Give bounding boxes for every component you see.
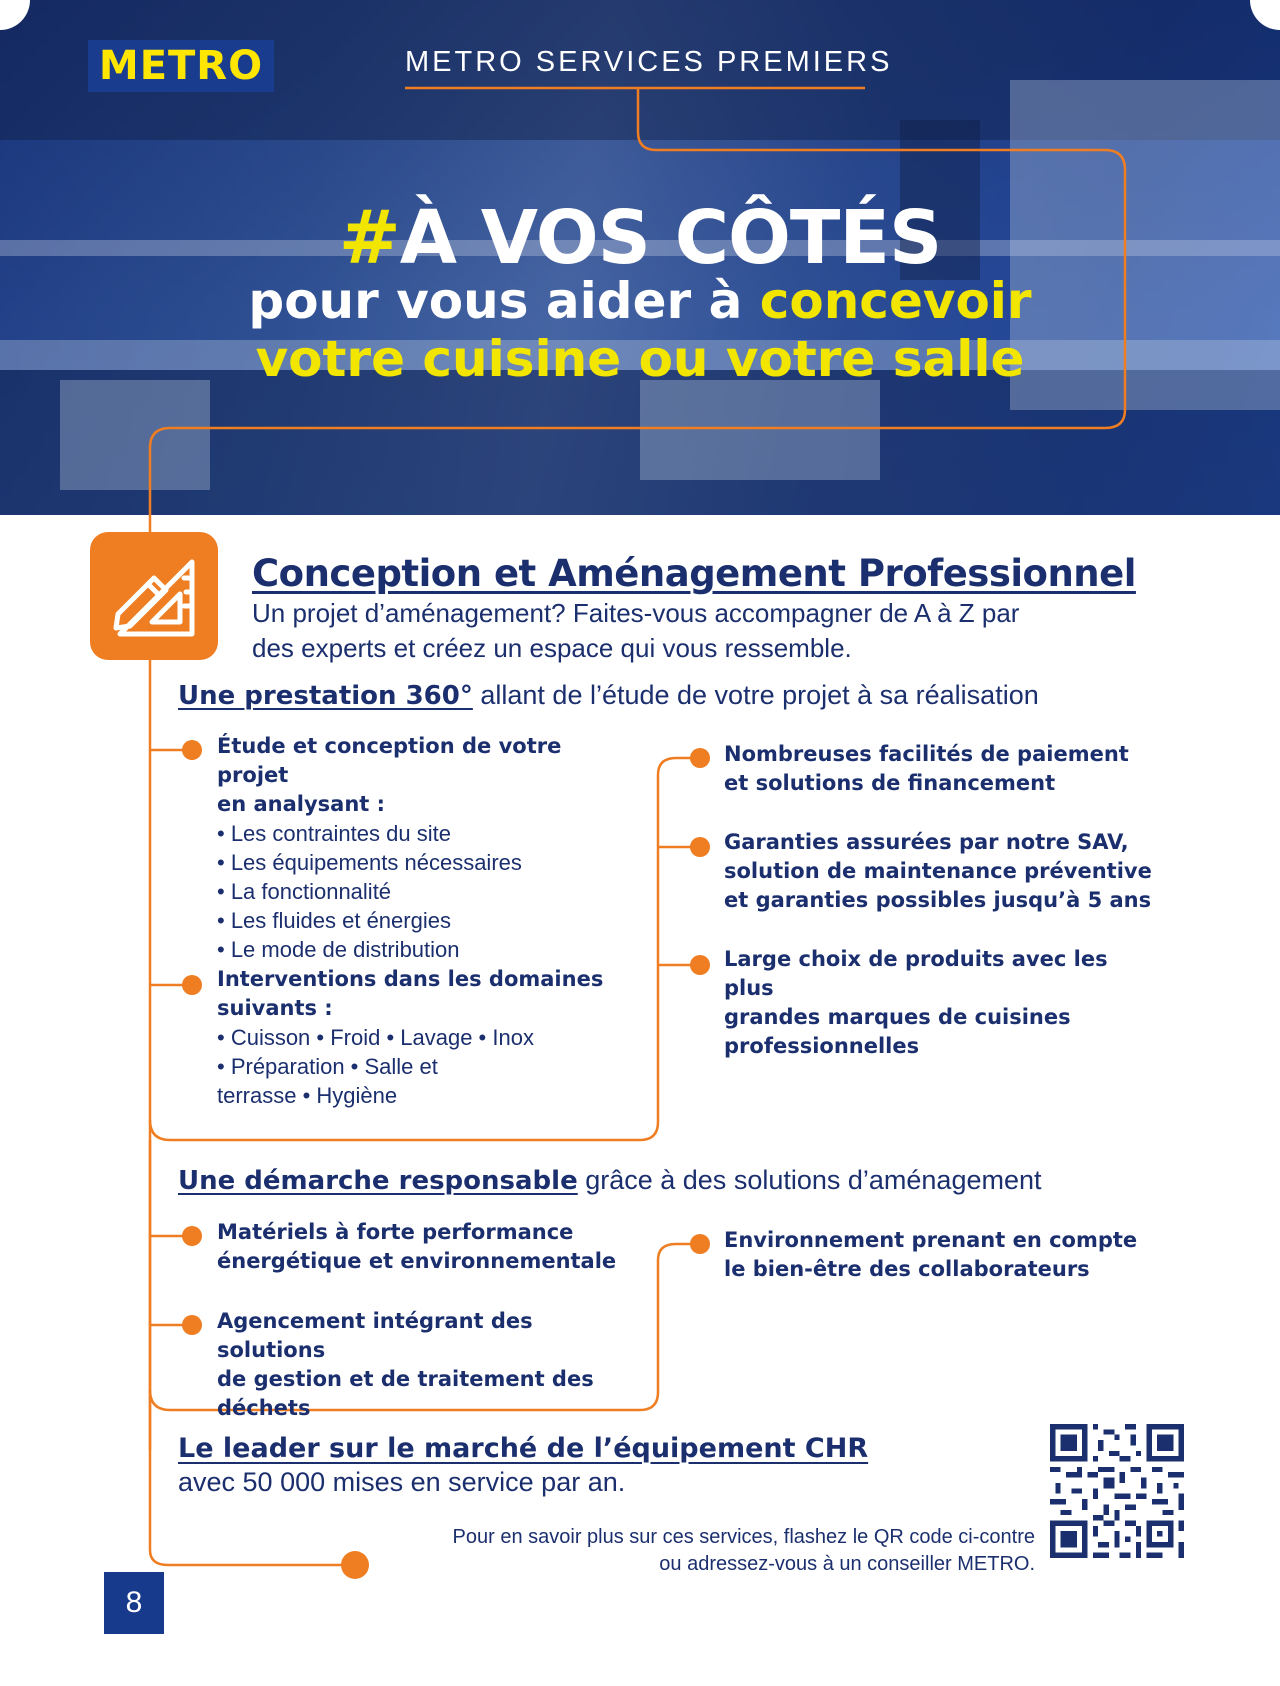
responsable-item-environnement [724, 1226, 1154, 1284]
item-lead: Interventions dans les domaines [217, 967, 604, 991]
list-item: • Les fluides et énergies [217, 908, 451, 933]
bullet-dot [182, 1315, 202, 1335]
section-intro-line-2: des experts et créez un espace qui vous ressemble. [252, 633, 852, 663]
hero-hashtag [0, 195, 1280, 281]
cta-line-1: Pour en savoir plus sur ces services, flashez le QR code ci-contre [452, 1526, 1035, 1548]
hero-line-1-yellow: concevoir [759, 272, 1032, 330]
item-lead: Étude et conception de votre projet [217, 734, 562, 787]
metro-logo [88, 40, 274, 92]
bullet-dot [182, 1226, 202, 1246]
bullet-list [217, 819, 637, 964]
hero-line-1-white: pour vous aider à [248, 272, 760, 330]
bullet-dot [182, 740, 202, 760]
qr-code-graphic [1050, 1424, 1184, 1558]
item-lead: Matériels à forte performance [217, 1220, 574, 1244]
set-square-pencil-icon-graphic [106, 548, 202, 644]
item-lead: et solutions de financement [724, 771, 1056, 795]
item-lead: grandes marques de cuisines [724, 1005, 1071, 1029]
cta-line-2: ou adressez-vous à un conseiller METRO. [659, 1553, 1035, 1575]
list-item: • Les équipements nécessaires [217, 850, 522, 875]
item-lead: déchets [217, 1396, 311, 1420]
item-lead: et garanties possibles jusqu’à 5 ans [724, 888, 1152, 912]
end-dot [341, 1551, 369, 1579]
bullet-dot [690, 837, 710, 857]
responsable-item-agencement [217, 1307, 637, 1423]
item-lead: Nombreuses facilités de paiement [724, 742, 1129, 766]
section-intro-line-1: Un projet d’aménagement? Faites-vous accompagner de A à Z par [252, 598, 1020, 628]
item-lead: de gestion et de traitement des [217, 1367, 594, 1391]
prestation-item-etude [217, 732, 637, 964]
item-lead: énergétique et environnementale [217, 1249, 617, 1273]
hashtag-text: À VOS CÔTÉS [399, 195, 942, 281]
item-lead: Large choix de produits avec les plus [724, 947, 1108, 1000]
item-lead: professionnelles [724, 1034, 920, 1058]
list-item: • La fonctionnalité [217, 879, 392, 904]
list-item: • Le mode de distribution [217, 937, 460, 962]
prestation-heading-underlined: Une prestation 360° [178, 681, 473, 711]
services-title: METRO SERVICES PREMIERS [405, 46, 893, 78]
qr-call-to-action [400, 1524, 1035, 1578]
section-intro [252, 596, 1152, 666]
prestation-heading [178, 680, 1039, 711]
prestation-item-interventions [217, 965, 637, 1110]
item-lead: Garanties assurées par notre SAV, [724, 830, 1129, 854]
bullet-dot [690, 748, 710, 768]
item-lead: en analysant : [217, 792, 386, 816]
item-lead: solution de maintenance préventive [724, 859, 1152, 883]
prestation-item-garanties [724, 828, 1154, 915]
prestation-item-produits [724, 945, 1154, 1061]
responsable-heading-underlined: Une démarche responsable [178, 1166, 578, 1196]
list-item: • Les contraintes du site [217, 821, 451, 846]
responsable-item-materiels [217, 1218, 637, 1276]
prestation-item-paiement [724, 740, 1154, 798]
section-title: Conception et Aménagement Professionnel [252, 552, 1136, 595]
bullet-dot [690, 955, 710, 975]
hero-line-2: votre cuisine ou votre salle [255, 330, 1025, 388]
bullet-dot [182, 975, 202, 995]
hashtag-symbol: # [338, 195, 400, 281]
item-lead: Agencement intégrant des solutions [217, 1309, 533, 1362]
responsable-heading-rest: grâce à des solutions d’aménagement [577, 1165, 1042, 1195]
qr-code-icon[interactable] [1050, 1424, 1184, 1558]
item-lead: suivants : [217, 996, 333, 1020]
prestation-heading-rest: allant de l’étude de votre projet à sa réalisation [472, 680, 1039, 710]
item-sub: • Cuisson • Froid • Lavage • Inox [217, 1025, 534, 1050]
bullet-dot [690, 1234, 710, 1254]
leader-title: Le leader sur le marché de l’équipement CHR [178, 1433, 869, 1464]
page-number: 8 [104, 1572, 164, 1634]
logo-text: METRO [98, 43, 264, 89]
hero-line-1 [0, 272, 1280, 330]
item-lead: le bien-être des collaborateurs [724, 1257, 1090, 1281]
leader-subtitle: avec 50 000 mises en service par an. [178, 1467, 626, 1497]
item-sub: terrasse • Hygiène [217, 1083, 398, 1108]
hero-banner [0, 0, 1280, 515]
item-lead: Environnement prenant en compte [724, 1228, 1138, 1252]
item-sub: • Préparation • Salle et [217, 1054, 438, 1079]
set-square-pencil-icon [90, 532, 218, 660]
responsable-heading [178, 1165, 1042, 1196]
